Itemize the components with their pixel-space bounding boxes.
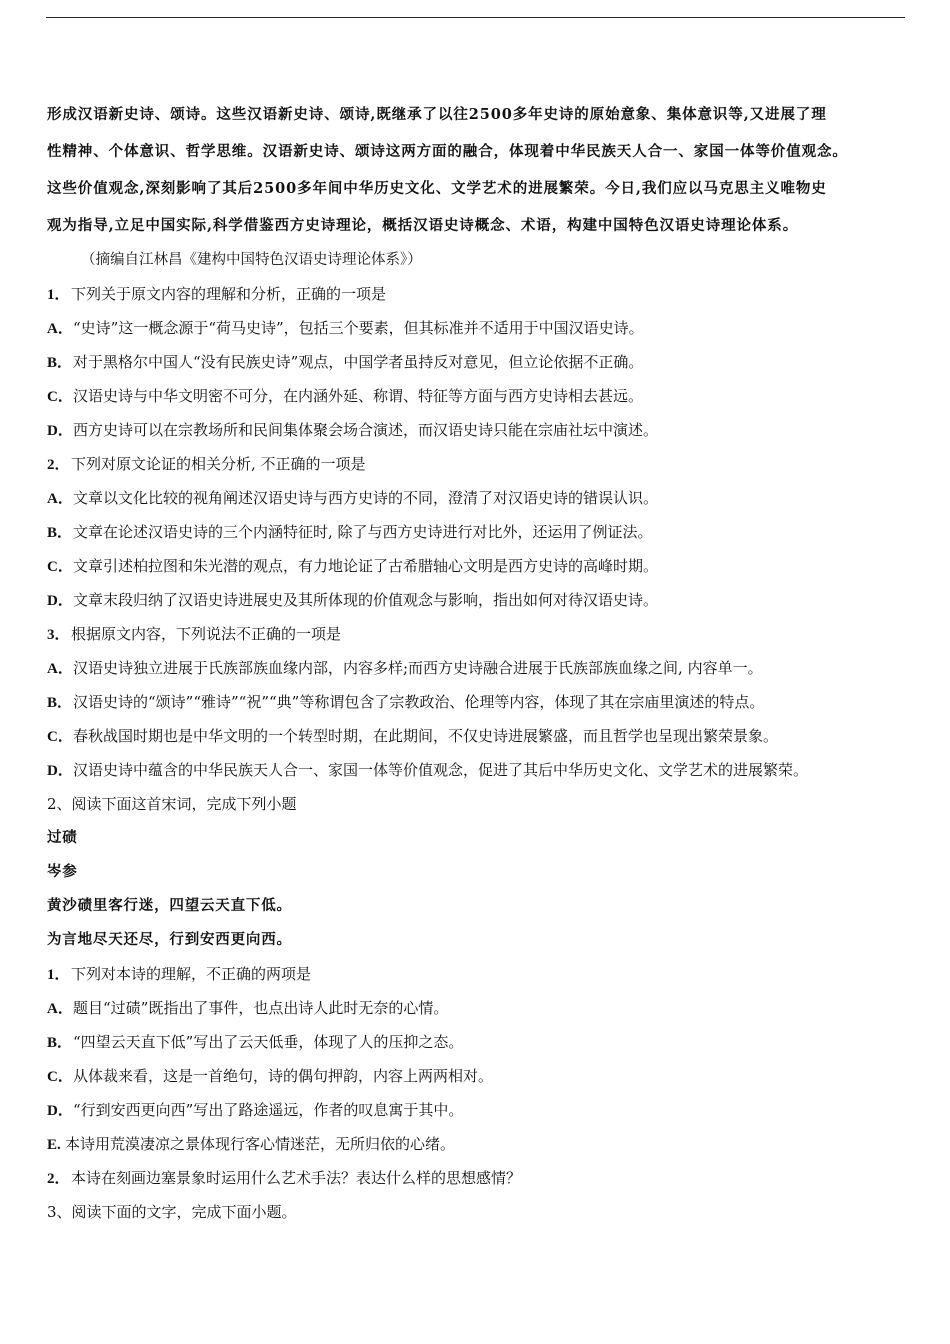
option-b: B．对于黑格尔中国人“没有民族史诗”观点，中国学者虽持反对意见，但立论依据不正确。: [47, 345, 913, 379]
option-label: D．: [47, 423, 73, 439]
section-3-heading: 3、阅读下面的文字，完成下面小题。: [47, 1203, 297, 1221]
option-label: D．: [47, 763, 73, 779]
option-label: B．: [47, 695, 73, 711]
question-number: 1．: [47, 287, 70, 303]
passage-source: （摘编自江林昌《建构中国特色汉语史诗理论体系》）: [81, 252, 422, 268]
question-1-stem: 1．下列关于原文内容的理解和分析，正确的一项是: [47, 277, 913, 311]
question-2-stem: 2．下列对原文论证的相关分析, 不正确的一项是: [47, 447, 913, 481]
option-a: A．文章以文化比较的视角阐述汉语史诗与西方史诗的不同，澄清了对汉语史诗的错误认识。: [47, 481, 913, 515]
option-label: A．: [47, 491, 73, 507]
option-label: A．: [47, 321, 73, 337]
question-number: 3．: [47, 627, 70, 643]
section-2-heading: 2、阅读下面这首宋词，完成下列小题: [47, 795, 297, 813]
option-b: B．汉语史诗的“颂诗”“雅诗”“祝”“典”等称谓包含了宗教政治、伦理等内容，体现了其在宗庙里演述的特点。: [47, 685, 913, 719]
option-label: D．: [47, 593, 73, 609]
poem-question-1-stem: 1．下列对本诗的理解，不正确的两项是: [47, 957, 913, 991]
poem-title: 过碛: [47, 829, 78, 846]
question-3-stem: 3．根据原文内容，下列说法不正确的一项是: [47, 617, 913, 651]
option-d: D．文章末段归纳了汉语史诗进展史及其所体现的价值观念与影响，指出如何对待汉语史诗。: [47, 583, 913, 617]
option-a: A．题目“过碛”既指出了事件，也点出诗人此时无奈的心情。: [47, 991, 913, 1025]
option-label: C．: [47, 1069, 73, 1085]
option-c: C．文章引述柏拉图和朱光潜的观点，有力地论证了古希腊轴心文明是西方史诗的高峰时期。: [47, 549, 913, 583]
question-number: 2．: [47, 1171, 70, 1187]
option-label: B．: [47, 355, 73, 371]
passage-line: 形成汉语新史诗、颂诗。这些汉语新史诗、颂诗,既继承了以往2500多年史诗的原始意象、集体意识等,又进展了理: [47, 106, 827, 123]
option-label: B．: [47, 525, 73, 541]
option-e: E.本诗用荒漠凄凉之景体现行客心情迷茫，无所归依的心绪。: [47, 1127, 913, 1161]
question-number: 2．: [47, 457, 70, 473]
passage-line: 性精神、个体意识、哲学思维。汉语新史诗、颂诗这两方面的融合，体现着中华民族天人合一、家国一体等价值观念。: [47, 143, 848, 160]
option-c: C．春秋战国时期也是中华文明的一个转型时期，在此期间，不仅史诗进展繁盛，而且哲学也呈现出繁荣景象。: [47, 719, 913, 753]
question-number: 1．: [47, 967, 70, 983]
option-label: C．: [47, 729, 73, 745]
option-c: C．汉语史诗与中华文明密不可分，在内涵外延、称谓、特征等方面与西方史诗相去甚远。: [47, 379, 913, 413]
option-label: A．: [47, 1001, 73, 1017]
option-label: D．: [47, 1103, 73, 1119]
option-label: E.: [47, 1137, 61, 1153]
option-d: D．汉语史诗中蕴含的中华民族天人合一、家国一体等价值观念，促进了其后中华历史文化、文学艺术的进展繁荣。: [47, 753, 913, 787]
option-label: A．: [47, 661, 73, 677]
option-label: C．: [47, 559, 73, 575]
option-d: D．“行到安西更向西”写出了路途遥远，作者的叹息寓于其中。: [47, 1093, 913, 1127]
passage-line: 这些价值观念,深刻影响了其后2500多年间中华历史文化、文学艺术的进展繁荣。今日,我们应以马克思主义唯物史: [47, 180, 827, 197]
option-b: B．文章在论述汉语史诗的三个内涵特征时, 除了与西方史诗进行对比外，还运用了例证法。: [47, 515, 913, 549]
poem-line: 为言地尽天还尽，行到安西更向西。: [47, 931, 292, 948]
option-a: A．汉语史诗独立进展于氏族部族血缘内部，内容多样;而西方史诗融合进展于氏族部族血缘之间, 内容单一。: [47, 651, 913, 685]
poem-author: 岑参: [47, 863, 78, 880]
poem-line: 黄沙碛里客行迷，四望云天直下低。: [47, 897, 292, 914]
option-label: B．: [47, 1035, 73, 1051]
header-rule: [46, 17, 905, 18]
option-a: A．“史诗”这一概念源于“荷马史诗”，包括三个要素，但其标准并不适用于中国汉语史诗。: [47, 311, 913, 345]
document-body: [47, 96, 913, 1229]
option-b: B．“四望云天直下低”写出了云天低垂，体现了人的压抑之态。: [47, 1025, 913, 1059]
passage-line: 观为指导,立足中国实际,科学借鉴西方史诗理论，概括汉语史诗概念、术语，构建中国特色汉语史诗理论体系。: [47, 217, 799, 234]
option-d: D．西方史诗可以在宗教场所和民间集体聚会场合演述，而汉语史诗只能在宗庙社坛中演述。: [47, 413, 913, 447]
option-c: C．从体裁来看，这是一首绝句，诗的偶句押韵，内容上两两相对。: [47, 1059, 913, 1093]
option-label: C．: [47, 389, 73, 405]
poem-question-2-stem: 2．本诗在刻画边塞景象时运用什么艺术手法？表达什么样的思想感情？: [47, 1161, 913, 1195]
